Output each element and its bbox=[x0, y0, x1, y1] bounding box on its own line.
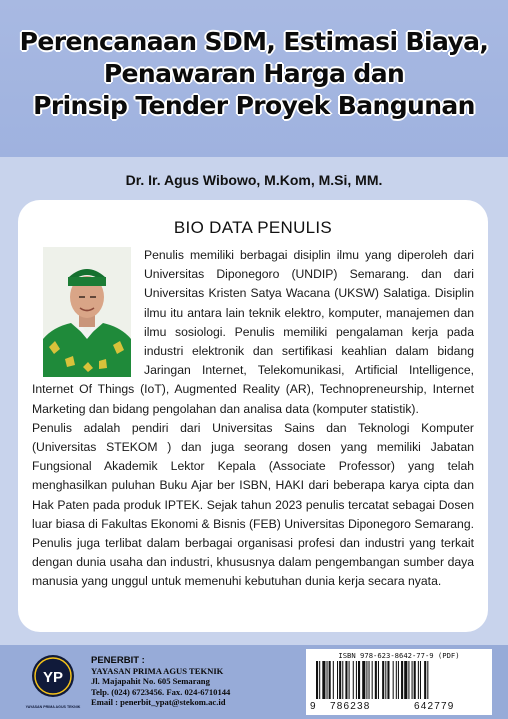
barcode-group-right: 642779 bbox=[414, 701, 455, 712]
title-line-3: Prinsip Tender Proyek Bangunan bbox=[33, 91, 475, 120]
publisher-logo bbox=[25, 653, 81, 713]
isbn-label: ISBN 978-623-8642-77-9 (PDF) bbox=[338, 651, 460, 660]
publisher-address: Jl. Majapahit No. 605 Semarang bbox=[91, 676, 210, 687]
barcode-box bbox=[306, 649, 492, 715]
bio-card bbox=[18, 200, 488, 632]
publisher-label: PENERBIT : bbox=[91, 655, 145, 666]
publisher-email: Email : penerbit_ypat@stekom.ac.id bbox=[91, 697, 226, 708]
publisher-name: YAYASAN PRIMA AGUS TEKNIK bbox=[91, 666, 224, 676]
publisher-info bbox=[91, 655, 301, 708]
logo-text: YP bbox=[42, 669, 64, 686]
bio-heading: BIO DATA PENULIS bbox=[173, 218, 333, 237]
bio-text bbox=[32, 246, 474, 592]
author-name: Dr. Ir. Agus Wibowo, M.Kom, M.Si, MM. bbox=[125, 172, 383, 188]
bio-paragraph-1: Penulis memiliki berbagai disiplin ilmu yang diperoleh dari Universitas Diponegoro (UNDIP) Semarang. dan dari Universitas Kristen Satya Wacana (UKSW) Salatiga. Disiplin ilmu itu antara lain teknik elektro, komputer, manajemen dan ilmu sosiologi. Penulis memiliki pengalaman kerja pada industri elektronik dan sertifikasi keahlian dalam bidang Jaringan Internet, Telekomunikasi, Artificial Intelligence, Internet Of Things (IoT), Augmented Reality (AR), Technopreneurship, Internet Marketing dan bidang pengolahan dan analisa data (komputer statistik). bbox=[32, 248, 474, 416]
barcode-digit-first: 9 bbox=[310, 701, 317, 712]
barcode-bars bbox=[314, 661, 484, 703]
title-line-1: Perencanaan SDM, Estimasi Biaya, bbox=[19, 27, 489, 56]
barcode-group-left: 786238 bbox=[330, 701, 371, 712]
logo-caption: YAYASAN PRIMA AGUS TEKNIK bbox=[25, 705, 81, 709]
photo-spacer bbox=[32, 246, 144, 380]
book-title bbox=[0, 26, 508, 122]
title-line-2: Penawaran Harga dan bbox=[103, 59, 405, 88]
publisher-phone: Telp. (024) 6723456. Fax. 024-6710144 bbox=[91, 686, 231, 697]
bio-paragraph-2: Penulis adalah pendiri dari Universitas Sains dan Teknologi Komputer (Universitas STEKOM ) dan juga seorang dosen yang memiliki Jabatan Fungsional Akademik Lektor Kepala (Associate Professor) yang telah menghasilkan puluhan Buku Ajar ber ISBN, HAKI dari beberapa karya cipta dan Hak Paten pada produk IPTEK. Sejak tahun 2023 penulis tercatat sebagai Dosen luar biasa di Fakultas Ekonomi & Bisnis (FEB) Universitas Diponegoro Semarang. Penulis juga terlibat dalam berbagai organisasi profesi dan industri yang terkait dengan dunia usaha dan industri, khususnya dalam pengembangan sumber daya manusia yang unggul untuk memenuhi kebutuhan dunia kerja secara nyata. bbox=[32, 420, 474, 589]
